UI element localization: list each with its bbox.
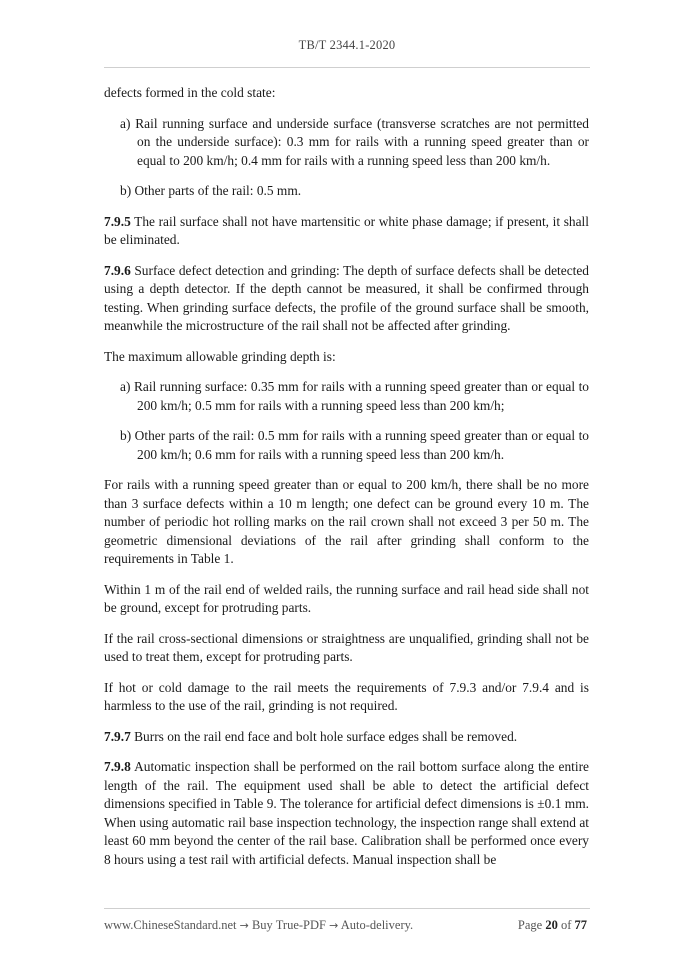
list-item: a) Rail running surface and underside surface (transverse scratches are not permitted on the underside surface): 0.3 mm for rails with a running speed greater than or equal to 200 km/h; 0.4 mm for rails with a running speed less than 200 km/h. bbox=[120, 115, 589, 168]
arrow-right-icon: → bbox=[239, 919, 249, 932]
arrow-right-icon: → bbox=[329, 919, 339, 932]
delivery-text: Auto-delivery. bbox=[338, 918, 414, 932]
list-item: a) Rail running surface: 0.35 mm for rails with a running speed greater than or equal to 200 km/h; 0.5 mm for rails with a running speed less than 200 km/h; bbox=[120, 379, 589, 413]
clause-text: Surface defect detection and grinding: The depth of surface defects shall be detected using a depth detector. If the depth cannot be measured, it shall be confirmed through testing. When grinding surface defects, the profile of the ground surface shall be smooth, meanwhile the microstructure of the rail shall not be affected after grinding. bbox=[104, 262, 589, 333]
paragraph: For rails with a running speed greater than or equal to 200 km/h, there shall be no more than 3 surface defects within a 10 m length; one defect can be ground every 10 m. The number of periodic hot rolling marks on the rail crown shall not exceed 3 per 50 m. The geometric dimensional deviations of the rail after grinding shall conform to the requirements in Table 1. bbox=[104, 477, 589, 566]
clause-text: The rail surface shall not have martensitic or white phase damage; if present, it shall be eliminated. bbox=[104, 213, 589, 247]
clause-7-9-7 bbox=[104, 728, 589, 747]
document-code-header: TB/T 2344.1-2020 bbox=[298, 38, 396, 52]
total-pages: 77 bbox=[574, 918, 587, 932]
clause-text: Burrs on the rail end face and bolt hole surface edges shall be removed. bbox=[130, 728, 518, 744]
clause-number: 7.9.5 bbox=[104, 213, 131, 229]
page-number bbox=[518, 918, 587, 933]
paragraph: defects formed in the cold state: bbox=[104, 85, 276, 100]
of-label: of bbox=[557, 918, 575, 932]
current-page: 20 bbox=[545, 918, 558, 932]
list-item: b) Other parts of the rail: 0.5 mm for rails with a running speed greater than or equal to 200 km/h; 0.6 mm for rails with a running speed less than 200 km/h. bbox=[120, 428, 589, 462]
clause-7-9-5 bbox=[104, 213, 589, 250]
clause-number: 7.9.6 bbox=[104, 262, 131, 278]
site-link[interactable]: www.ChineseStandard.net bbox=[104, 918, 237, 932]
clause-number: 7.9.8 bbox=[104, 759, 131, 774]
paragraph: If the rail cross-sectional dimensions or straightness are unqualified, grinding shall not be used to treat them, except for protruding parts. bbox=[104, 630, 589, 664]
paragraph: The maximum allowable grinding depth is: bbox=[104, 348, 336, 364]
page-label: Page bbox=[517, 918, 546, 932]
clause-7-9-8 bbox=[104, 758, 589, 869]
clause-7-9-6 bbox=[104, 262, 589, 336]
paragraph: Within 1 m of the rail end of welded rails, the running surface and rail head side shall not be ground, except for protruding parts. bbox=[104, 581, 589, 615]
clause-number: 7.9.7 bbox=[104, 728, 131, 744]
footer-promo bbox=[104, 918, 413, 933]
document-body bbox=[104, 84, 589, 881]
header-divider bbox=[104, 67, 590, 68]
paragraph: If hot or cold damage to the rail meets the requirements of 7.9.3 and/or 7.9.4 and is harmless to the use of the rail, grinding is not required. bbox=[104, 679, 589, 713]
footer-divider bbox=[104, 908, 590, 909]
list-item: b) Other parts of the rail: 0.5 mm. bbox=[120, 183, 302, 198]
buy-text: Buy True-PDF bbox=[248, 918, 330, 932]
clause-text: Automatic inspection shall be performed on the rail bottom surface along the entire length of the rail. The equipment used shall be able to detect the artificial defect dimensions specified in Table 9. The tolerance for artificial defect dimensions is ±0.1 mm. When using automatic rail base inspection technology, the inspection range shall extend at least 60 mm beyond the center of the rail base. Calibration shall be performed once every 8 hours using a test rail with artificial defects. Manual inspection shall be bbox=[104, 759, 589, 867]
